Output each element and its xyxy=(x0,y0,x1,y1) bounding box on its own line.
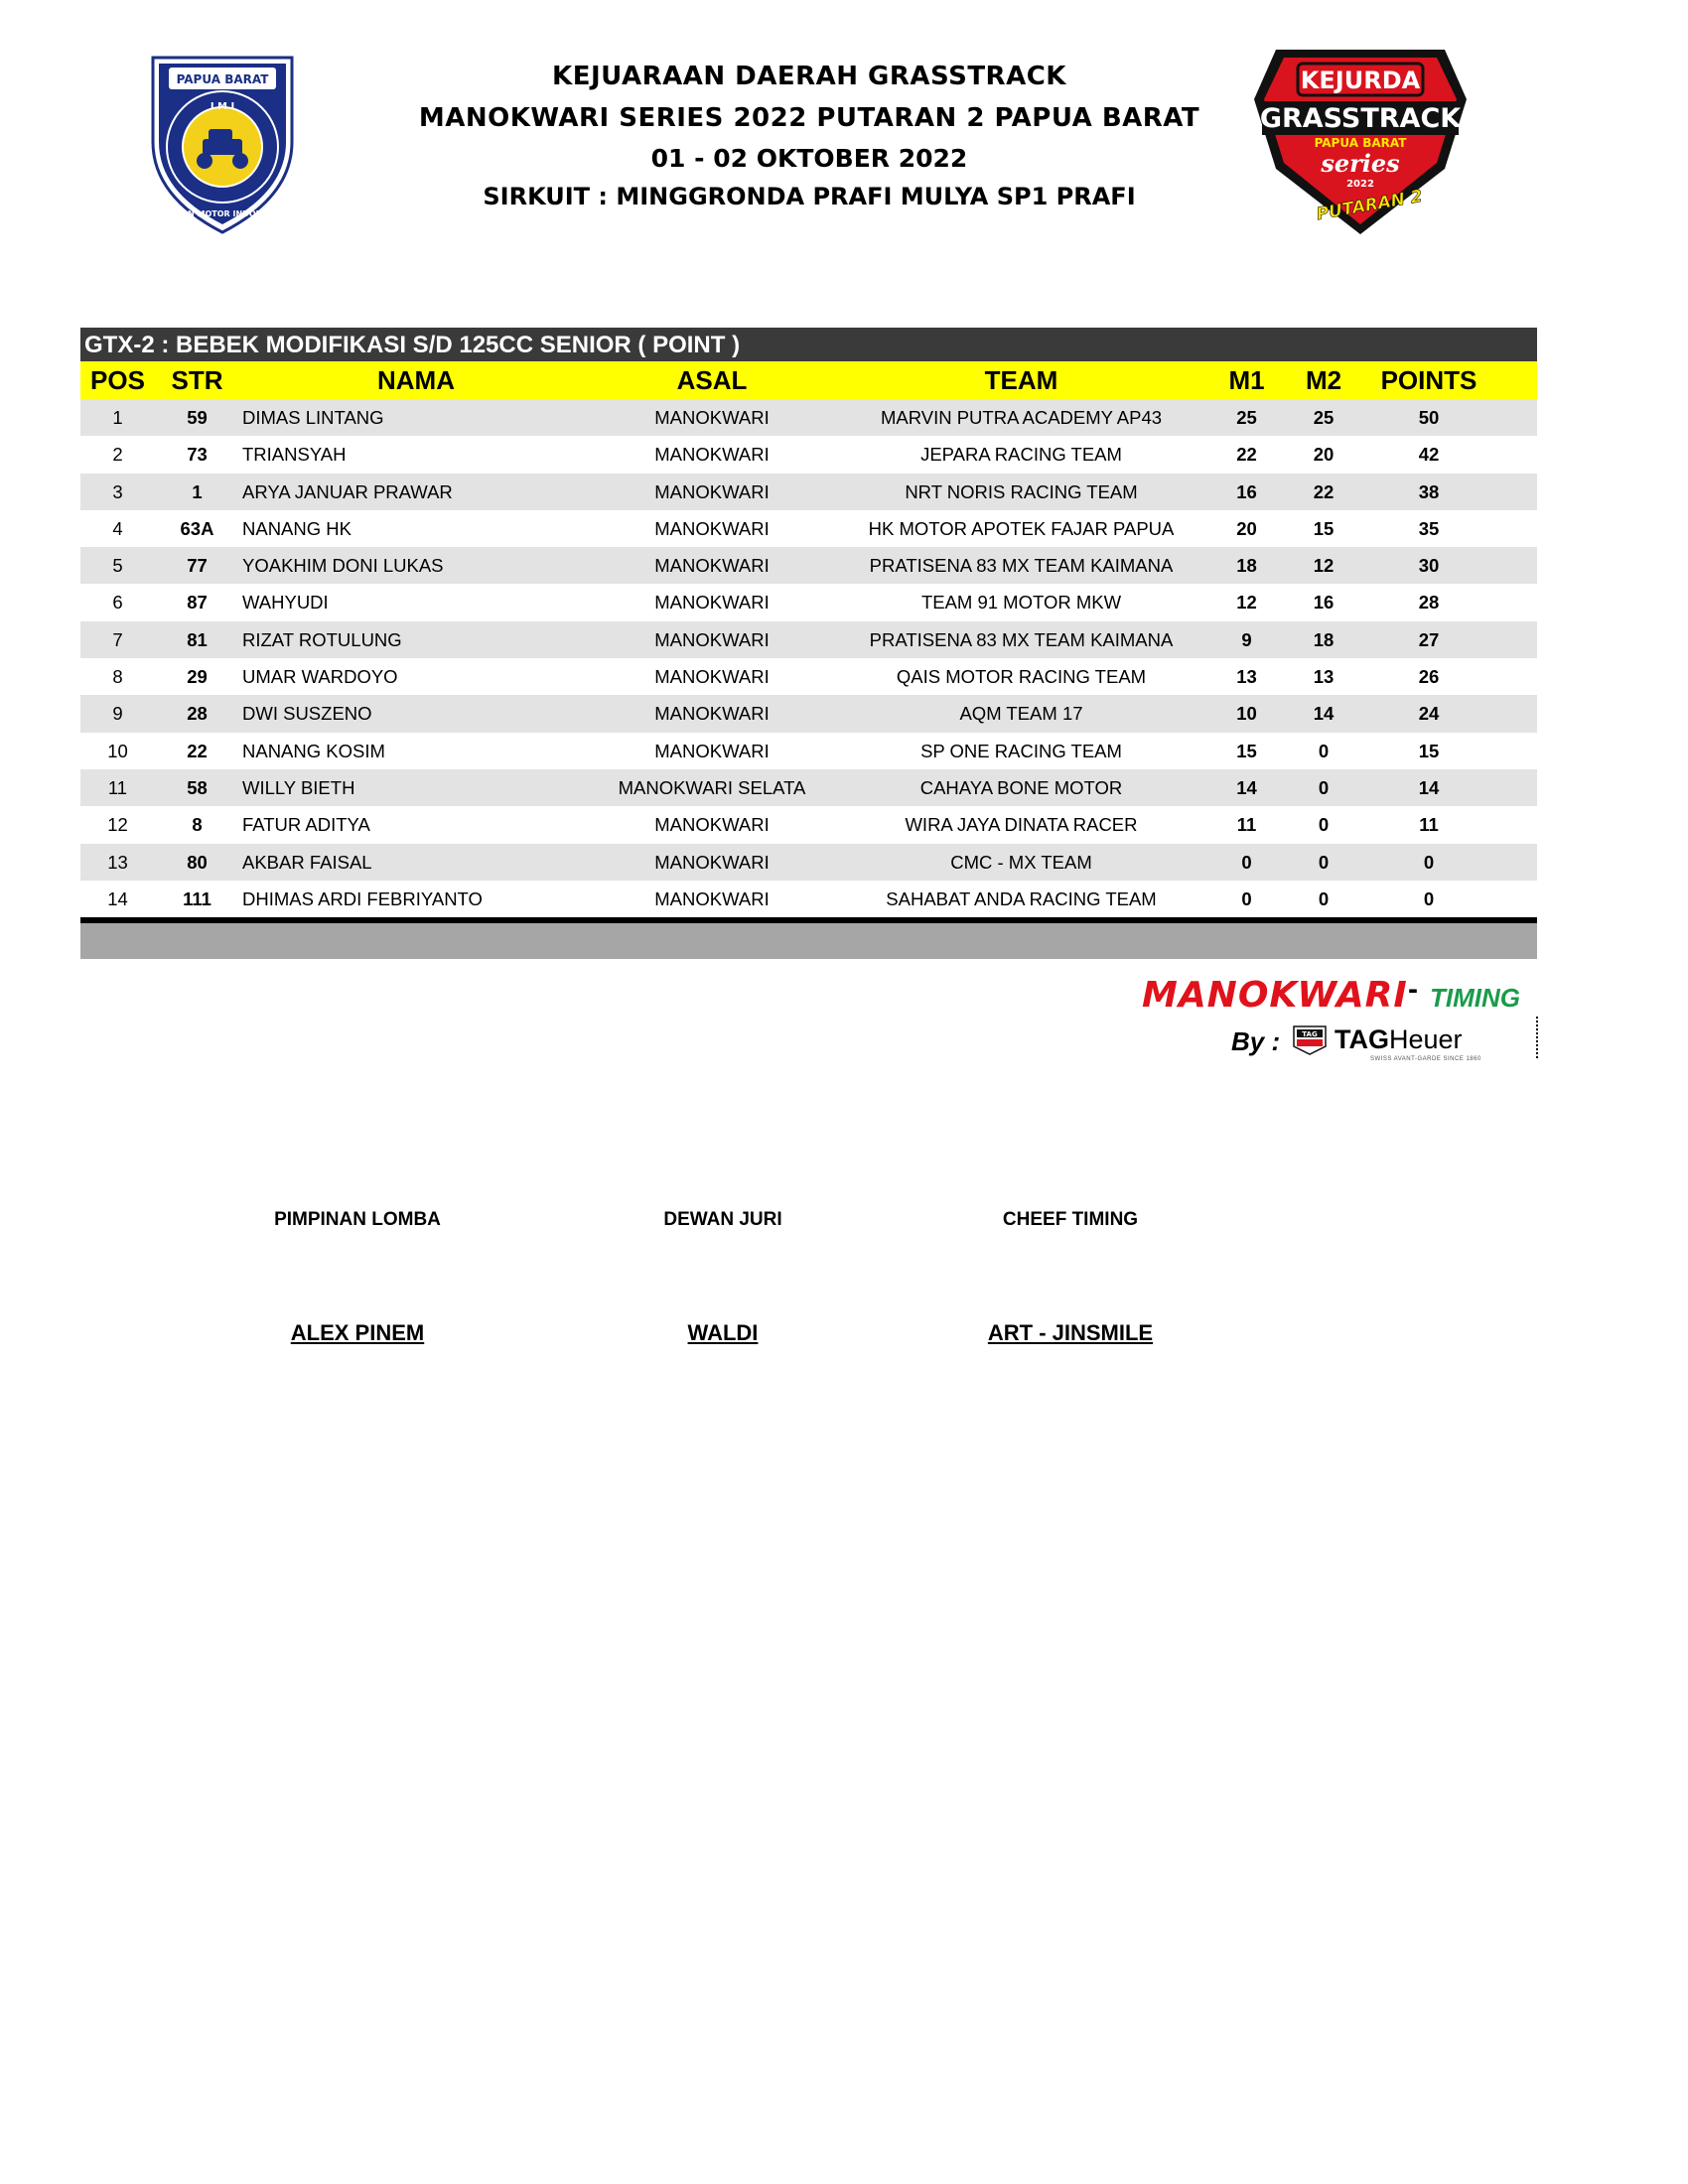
cell-points: 30 xyxy=(1418,555,1440,577)
logo-left-center-text: I M I xyxy=(210,101,235,112)
event-circuit: SIRKUIT : MINGGRONDA PRAFI MULYA SP1 PRAFI xyxy=(483,183,1136,210)
table-body xyxy=(80,399,1537,917)
table-row xyxy=(80,584,1537,620)
cell-points: 50 xyxy=(1418,407,1440,428)
cell-pos: 10 xyxy=(107,740,128,761)
cell-m2: 15 xyxy=(1313,517,1335,539)
imi-logo xyxy=(147,48,298,236)
cell-team: NRT NORIS RACING TEAM xyxy=(905,480,1138,502)
cell-m2: 20 xyxy=(1313,444,1335,466)
tag-heuer-rest: Heuer xyxy=(1389,1024,1463,1054)
cell-asal: MANOKWARI xyxy=(654,555,770,577)
signature-role-race-director: PIMPINAN LOMBA xyxy=(274,1209,441,1230)
dotted-divider xyxy=(1536,1017,1538,1058)
cell-m2: 0 xyxy=(1318,814,1330,836)
cell-team: SAHABAT ANDA RACING TEAM xyxy=(886,887,1157,909)
cell-asal: MANOKWARI xyxy=(654,851,770,873)
tag-badge-text: TAG xyxy=(1302,1030,1318,1038)
cell-nama: DIMAS LINTANG xyxy=(242,407,384,428)
cell-pos: 11 xyxy=(107,776,128,798)
event-date: 01 - 02 OKTOBER 2022 xyxy=(650,144,968,173)
tag-heuer-wordmark xyxy=(1335,1024,1463,1055)
cell-m2: 18 xyxy=(1313,628,1335,650)
cell-pos: 1 xyxy=(112,407,123,428)
cell-m2: 0 xyxy=(1318,851,1330,873)
cell-team: PRATISENA 83 MX TEAM KAIMANA xyxy=(869,555,1174,577)
cell-team: CAHAYA BONE MOTOR xyxy=(919,776,1123,798)
cell-str: 8 xyxy=(192,814,203,836)
results-table xyxy=(80,328,1537,959)
cell-str: 81 xyxy=(187,628,208,650)
cell-points: 28 xyxy=(1418,592,1440,614)
cell-nama: FATUR ADITYA xyxy=(242,814,370,836)
cell-str: 73 xyxy=(187,444,208,466)
tag-heuer-bold: TAG xyxy=(1335,1024,1389,1054)
logo-right-region: PAPUA BARAT xyxy=(1314,136,1407,150)
cell-points: 11 xyxy=(1419,814,1439,836)
cell-m2: 0 xyxy=(1318,776,1330,798)
logo-right-series: series xyxy=(1321,149,1400,178)
cell-m1: 13 xyxy=(1236,666,1257,688)
table-footer-bar xyxy=(80,923,1537,959)
cell-m2: 0 xyxy=(1318,887,1330,909)
timing-by-label: By : xyxy=(1231,1026,1281,1056)
table-row xyxy=(80,844,1537,881)
cell-nama: NANANG HK xyxy=(242,517,352,539)
cell-team: WIRA JAYA DINATA RACER xyxy=(905,814,1138,836)
cell-nama: ARYA JANUAR PRAWAR xyxy=(242,480,453,502)
cell-asal: MANOKWARI xyxy=(654,480,770,502)
cell-pos: 6 xyxy=(112,592,123,614)
cell-points: 42 xyxy=(1418,444,1440,466)
cell-team: AQM TEAM 17 xyxy=(959,703,1083,725)
cell-str: 22 xyxy=(187,740,208,761)
event-series: MANOKWARI SERIES 2022 PUTARAN 2 PAPUA BARAT xyxy=(418,103,1200,133)
cell-m1: 11 xyxy=(1236,814,1257,836)
tag-heuer-badge-icon xyxy=(1291,1024,1329,1056)
cell-team: QAIS MOTOR RACING TEAM xyxy=(896,666,1147,688)
cell-str: 29 xyxy=(187,666,208,688)
cell-pos: 3 xyxy=(112,480,123,502)
col-header-asal: ASAL xyxy=(676,365,748,395)
col-header-points: POINTS xyxy=(1380,365,1477,395)
cell-m2: 25 xyxy=(1313,407,1335,428)
cell-m1: 20 xyxy=(1236,517,1257,539)
cell-nama: RIZAT ROTULUNG xyxy=(242,628,402,650)
cell-nama: NANANG KOSIM xyxy=(242,740,385,761)
cell-str: 63A xyxy=(180,517,214,539)
cell-asal: MANOKWARI xyxy=(654,666,770,688)
cell-str: 28 xyxy=(187,703,208,725)
cell-nama: UMAR WARDOYO xyxy=(242,666,398,688)
col-header-str: STR xyxy=(171,365,223,395)
table-row xyxy=(80,733,1537,769)
cell-str: 1 xyxy=(192,480,203,502)
cell-points: 0 xyxy=(1423,851,1435,873)
logo-right-grasstrack: GRASSTRACK xyxy=(1259,103,1462,134)
table-row xyxy=(80,510,1537,547)
cell-nama: TRIANSYAH xyxy=(242,444,347,466)
cell-str: 80 xyxy=(187,851,208,873)
cell-m1: 22 xyxy=(1236,444,1257,466)
cell-pos: 8 xyxy=(112,666,123,688)
signature-role-jury: DEWAN JURI xyxy=(663,1209,782,1230)
signature-role-chief-timing: CHEEF TIMING xyxy=(1002,1209,1139,1230)
cell-asal: MANOKWARI SELATA xyxy=(618,776,806,798)
cell-nama: YOAKHIM DONI LUKAS xyxy=(242,555,444,577)
cell-points: 14 xyxy=(1418,776,1440,798)
cell-asal: MANOKWARI xyxy=(654,407,770,428)
timing-brand xyxy=(1142,975,1539,1074)
table-row xyxy=(80,399,1537,436)
table-row xyxy=(80,436,1537,473)
cell-nama: DWI SUSZENO xyxy=(242,703,372,725)
cell-asal: MANOKWARI xyxy=(654,592,770,614)
cell-str: 77 xyxy=(187,555,208,577)
cell-m2: 12 xyxy=(1313,555,1335,577)
kejurda-grasstrack-logo xyxy=(1246,40,1475,238)
cell-pos: 14 xyxy=(107,887,128,909)
cell-asal: MANOKWARI xyxy=(654,887,770,909)
col-header-pos: POS xyxy=(90,365,145,395)
cell-team: MARVIN PUTRA ACADEMY AP43 xyxy=(880,407,1163,428)
cell-pos: 4 xyxy=(112,517,123,539)
signature-name-jury: WALDI xyxy=(687,1320,759,1345)
col-header-nama: NAMA xyxy=(377,365,455,395)
cell-m1: 0 xyxy=(1241,851,1252,873)
cell-m1: 9 xyxy=(1241,628,1252,650)
cell-team: SP ONE RACING TEAM xyxy=(920,740,1122,761)
class-title-bar: GTX-2 : BEBEK MODIFIKASI S/D 125CC SENIOR ( POINT ) xyxy=(80,328,1537,361)
logo-right-round: PUTARAN 2 xyxy=(1315,186,1425,225)
table-row xyxy=(80,881,1537,917)
cell-m1: 12 xyxy=(1236,592,1257,614)
cell-asal: MANOKWARI xyxy=(654,740,770,761)
cell-m2: 0 xyxy=(1318,740,1330,761)
cell-pos: 9 xyxy=(112,703,123,725)
cell-m2: 13 xyxy=(1313,666,1335,688)
cell-pos: 2 xyxy=(112,444,123,466)
signature-name-race-director: ALEX PINEM xyxy=(290,1320,425,1345)
cell-points: 27 xyxy=(1418,628,1440,650)
table-header-row xyxy=(80,361,1537,399)
cell-m2: 16 xyxy=(1313,592,1335,614)
cell-pos: 5 xyxy=(112,555,123,577)
cell-str: 58 xyxy=(187,776,208,798)
tag-heuer-tagline: SWISS AVANT-GARDE SINCE 1860 xyxy=(1370,1056,1481,1062)
cell-asal: MANOKWARI xyxy=(654,814,770,836)
logo-left-top-text: PAPUA BARAT xyxy=(176,72,269,86)
cell-points: 0 xyxy=(1423,887,1435,909)
signature-name-chief-timing: ART - JINSMILE xyxy=(987,1320,1154,1345)
cell-points: 35 xyxy=(1418,517,1440,539)
cell-str: 111 xyxy=(183,887,211,909)
cell-m1: 15 xyxy=(1236,740,1257,761)
cell-m1: 18 xyxy=(1236,555,1257,577)
timing-brand-name: MANOKWARI xyxy=(1142,975,1408,1016)
cell-team: CMC - MX TEAM xyxy=(950,851,1092,873)
cell-m2: 22 xyxy=(1313,480,1335,502)
logo-right-kejurda: KEJURDA xyxy=(1300,67,1421,94)
cell-points: 15 xyxy=(1418,740,1440,761)
table-row xyxy=(80,658,1537,695)
cell-pos: 7 xyxy=(112,628,123,650)
table-row xyxy=(80,621,1537,658)
cell-asal: MANOKWARI xyxy=(654,703,770,725)
cell-asal: MANOKWARI xyxy=(654,628,770,650)
cell-m1: 25 xyxy=(1236,407,1257,428)
logo-right-year: 2022 xyxy=(1346,179,1374,190)
timing-brand-suffix: TIMING xyxy=(1430,983,1520,1013)
table-row xyxy=(80,806,1537,843)
logo-left-ring-text: IKATAN MOTOR INDONESIA xyxy=(162,209,283,218)
table-row xyxy=(80,547,1537,584)
cell-m1: 16 xyxy=(1236,480,1257,502)
event-title: KEJUARAAN DAERAH GRASSTRACK xyxy=(552,62,1066,91)
cell-team: JEPARA RACING TEAM xyxy=(920,444,1122,466)
cell-nama: WILLY BIETH xyxy=(242,776,355,798)
cell-team: HK MOTOR APOTEK FAJAR PAPUA xyxy=(868,517,1175,539)
cell-m2: 14 xyxy=(1313,703,1335,725)
cell-points: 38 xyxy=(1418,480,1440,502)
cell-team: PRATISENA 83 MX TEAM KAIMANA xyxy=(869,628,1174,650)
cell-points: 26 xyxy=(1418,666,1440,688)
table-row xyxy=(80,474,1537,510)
cell-pos: 13 xyxy=(107,851,128,873)
col-header-m2: M2 xyxy=(1305,365,1342,395)
cell-str: 87 xyxy=(187,592,208,614)
cell-nama: AKBAR FAISAL xyxy=(242,851,372,873)
timing-brand-dash: - xyxy=(1408,973,1418,1006)
col-header-m1: M1 xyxy=(1228,365,1265,395)
cell-team: TEAM 91 MOTOR MKW xyxy=(920,592,1122,614)
cell-asal: MANOKWARI xyxy=(654,517,770,539)
cell-nama: DHIMAS ARDI FEBRIYANTO xyxy=(242,887,483,909)
cell-m1: 14 xyxy=(1236,776,1257,798)
cell-pos: 12 xyxy=(107,814,128,836)
cell-nama: WAHYUDI xyxy=(242,592,329,614)
table-row xyxy=(80,695,1537,732)
col-header-team: TEAM xyxy=(984,365,1058,395)
cell-str: 59 xyxy=(187,407,208,428)
table-row xyxy=(80,769,1537,806)
cell-points: 24 xyxy=(1418,703,1440,725)
cell-asal: MANOKWARI xyxy=(654,444,770,466)
cell-m1: 0 xyxy=(1241,887,1252,909)
cell-m1: 10 xyxy=(1236,703,1257,725)
